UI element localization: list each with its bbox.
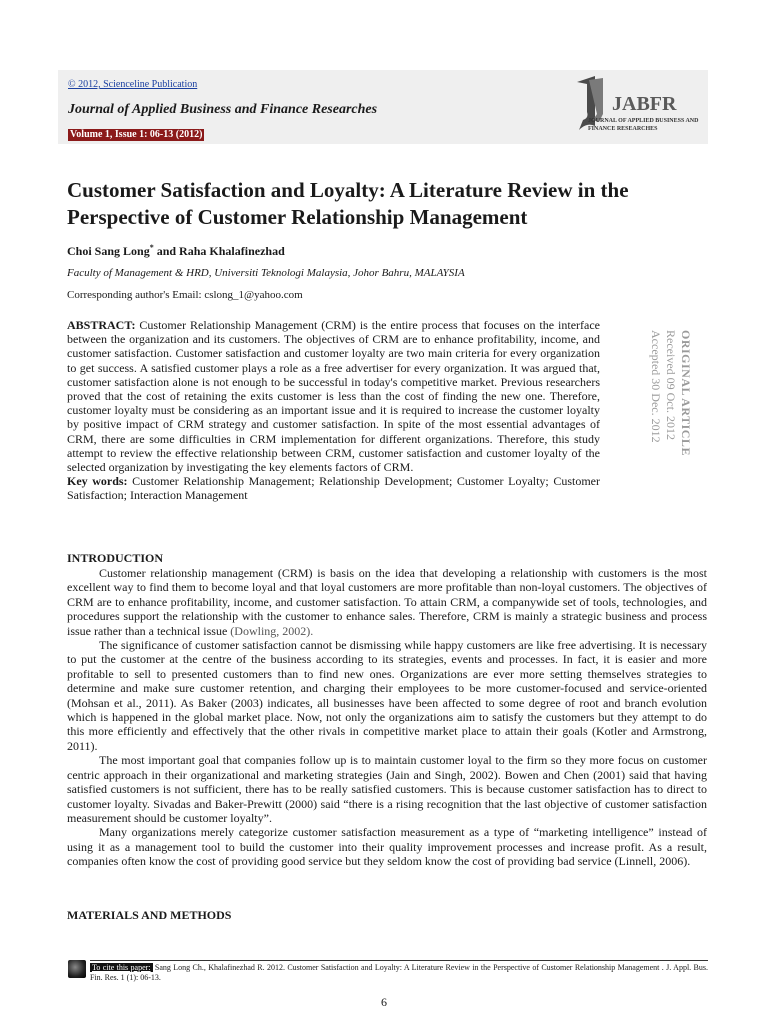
cite-label[interactable]: To cite this paper: xyxy=(92,963,151,972)
keywords-text: Customer Relationship Management; Relationship Development; Customer Loyalty; Customer Satisfaction; Interaction Management xyxy=(67,474,600,503)
article-sidebar xyxy=(633,330,693,530)
logo-subtitle: JOURNAL OF APPLIED BUSINESS AND FINANCE RESEARCHES xyxy=(588,118,699,132)
paragraph: The significance of customer satisfaction cannot be dismissing while happy customers are like free advertising. It is necessary to put the customer at the centre of the business according to its strategies, events and processes. In fact, it is easier and more profitable to sell to presented customers than to find new ones. Organizations are ever more setting themselves strategies to determine and make sure customer retention, and charging their employees to be more customer-focused and service-oriented (Mohsan et al., 2011). As Baker (2003) indicates, all businesses have been affected to some degree of root and branch evolution which is happened in the global market place. Now, not only the organizations aim to satisfy the customers but they attempt to do this more efficiently and effectively that the other rivals in competitive market place to attain their goals (Kotler and Armstrong, 2011). xyxy=(67,638,707,753)
journal-name: Journal of Applied Business and Finance Researches xyxy=(68,102,378,117)
article-title: Customer Satisfaction and Loyalty: A Literature Review in the Perspective of Customer Relationship Management xyxy=(67,178,629,229)
copyright-link[interactable]: © 2012, Scienceline Publication xyxy=(68,79,198,90)
introduction-body xyxy=(67,566,707,869)
keywords-label: Key words: xyxy=(67,474,128,489)
received-date: Received 09 Oct. 2012 xyxy=(664,330,678,440)
abstract-label: ABSTRACT: xyxy=(67,318,136,332)
author-1: Choi Sang Long xyxy=(67,244,150,258)
citation-link[interactable]: (Dowling, 2002). xyxy=(230,623,314,638)
paragraph xyxy=(67,566,707,638)
abstract-text: Customer Relationship Management (CRM) is the entire process that focuses on the interface between the organization and its customers. The objectives of CRM are to enhance profitability, income, and customer satisfaction. Customer satisfaction and customer loyalty are two main criteria for every organization to get success. A satisfied customer plays a role as a free advertiser for every organization. It was argued that, customer satisfaction alone is not enough to be successful in today's competitive market. Previous researchers proved that the cost of retaining the exits customer is less than the cost of finding the new one. Therefore, customer loyalty must be considering as an important issue and it is required to increase the customer loyalty by positive impact of CRM strategy and customer satisfaction. In spite of the most essential advantages of CRM, there are some difficulties in CRM implementation for different organizations. Therefore, this study attempt to review the effective relationship between CRM, customer satisfaction and customer loyalty of the selected organization by investigating the key elements factors of CRM. xyxy=(67,318,600,475)
logo-wordmark: JABFR xyxy=(612,93,677,115)
paragraph: Many organizations merely categorize customer satisfaction measurement as a type of “marketing intelligence” instead of using it as a management tool to build the customer into their quality improvement processes and increase profit. As a result, companies often know the cost of providing good service but they seldom know the cost of providing bad service (Linnell, 2006). xyxy=(67,825,707,869)
footer-divider xyxy=(90,960,708,961)
corresponding-mark: * xyxy=(149,243,154,252)
author-2: and Raha Khalafinezhad xyxy=(153,244,285,258)
corresponding-email: Corresponding author's Email: cslong_1@yahoo.com xyxy=(67,289,303,301)
cite-text: Sang Long Ch., Khalafinezhad R. 2012. Customer Satisfaction and Loyalty: A Literature Review in the Perspective of Customer Relationship Management . J. Appl. Bus. Fin. Res. 1 (1): 06-13. xyxy=(90,963,709,982)
page-number: 6 xyxy=(381,995,387,1009)
article-type: ORIGINAL ARTICLE xyxy=(679,330,693,456)
accepted-date: Accepted 30 Dec. 2012 xyxy=(649,330,663,443)
authors xyxy=(67,243,285,259)
section-heading-methods: MATERIALS AND METHODS xyxy=(67,908,232,922)
journal-thumbnail-icon xyxy=(68,960,86,978)
citation-footer xyxy=(90,963,708,983)
affiliation: Faculty of Management & HRD, Universiti Teknologi Malaysia, Johor Bahru, MALAYSIA xyxy=(67,267,465,279)
paragraph: The most important goal that companies follow up is to maintain customer loyal to the firm so they more focus on customer centric approach in their organizational and marketing strategies (Jain and Singh, 2002). Bowen and Chen (2001) said that having satisfied customers is not sufficient, there has to be really satisfied customers. This is because customer satisfaction has to direct to customer loyalty. Sivadas and Baker-Prewitt (2000) said “there is a rising recognition that the last objective of customer satisfaction measurement should be customer loyalty”. xyxy=(67,753,707,825)
volume-badge[interactable]: Volume 1, Issue 1: 06-13 (2012) xyxy=(70,129,203,140)
paragraph-text: Customer relationship management (CRM) is basis on the idea that developing a relationship with customers is the most excellent way to find them to become loyal and that loyal customers are more profitable than non-loyal customers. The objectives of CRM are to enhance profitability, income, and customer satisfaction. To attain CRM, a companywide set of tools, technologies, and procedures support the relationship with the customer to enhance sales. Therefore, CRM is mainly a strategic business and process issue rather than a technical issue xyxy=(67,566,707,638)
abstract xyxy=(67,318,600,503)
section-heading-introduction: INTRODUCTION xyxy=(67,551,164,565)
